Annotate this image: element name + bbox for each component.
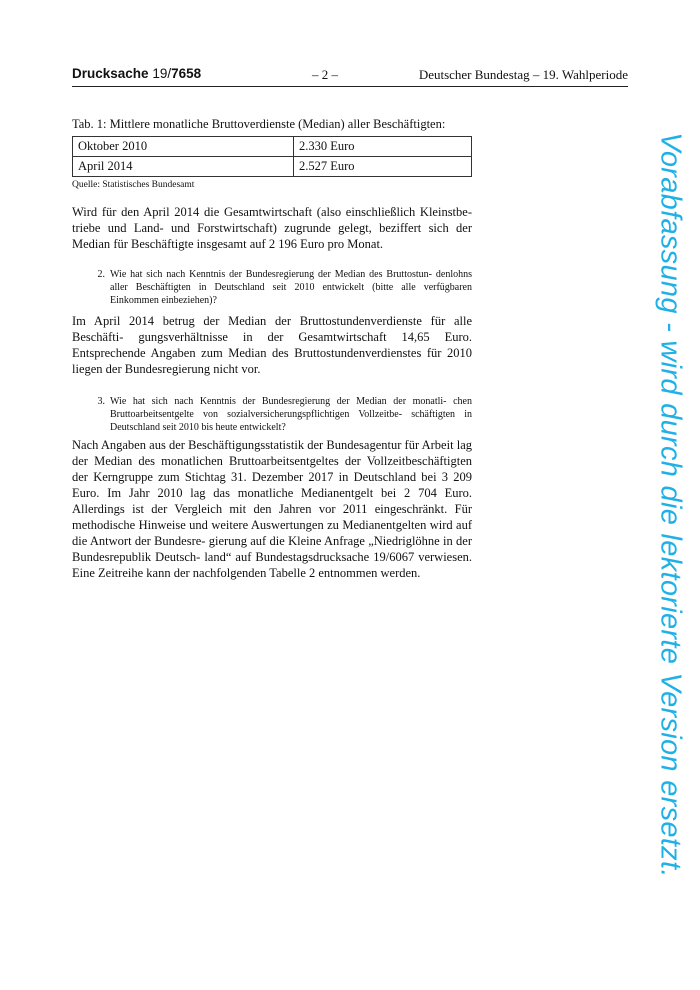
doc-number-prefix: 19/ bbox=[152, 66, 172, 81]
text-line: Im April 2014 betrug der Median der Bruttostundenverdienste für alle Beschäfti- bbox=[72, 314, 472, 344]
document-number bbox=[72, 66, 201, 81]
text-line: Wird für den April 2014 die Gesamtwirtschaft (also einschließlich Kleinstbe- bbox=[72, 205, 472, 219]
table-cell-period: April 2014 bbox=[73, 157, 294, 177]
table-cell-value: 2.330 Euro bbox=[294, 137, 472, 157]
page-header bbox=[72, 66, 628, 87]
table-row bbox=[73, 137, 472, 157]
text-line: nachfolgenden Tabelle 2 entnommen werden. bbox=[192, 566, 421, 580]
question-number: 2. bbox=[97, 269, 105, 280]
doc-label: Drucksache bbox=[72, 66, 149, 81]
paragraph-gesamtwirtschaft bbox=[72, 204, 472, 252]
text-line: der Median des monatlichen Bruttoarbeitsentgeltes der Vollzeitbeschäftigten der bbox=[72, 454, 472, 484]
table-cell-value: 2.527 Euro bbox=[294, 157, 472, 177]
text-line: gierung auf die Kleine Anfrage „Niedriglöhne in der Bundesrepublik Deutsch- bbox=[72, 534, 473, 564]
table-source: Quelle: Statistisches Bundesamt bbox=[72, 180, 195, 190]
text-line: triebe und Land- und Forstwirtschaft) zugrunde gelegt, beziffert sich der Median bbox=[72, 221, 472, 251]
earnings-table bbox=[72, 136, 472, 177]
text-line: Wie hat sich nach Kenntnis der Bundesregierung der Median des Bruttostun- bbox=[110, 269, 432, 280]
text-line: Wie hat sich nach Kenntnis der Bundesregierung der Median der monatli- bbox=[110, 396, 447, 407]
watermark-text: Vorabfassung - wird durch die lektorierte Version ersetzt. bbox=[654, 132, 687, 878]
draft-watermark bbox=[645, 110, 695, 900]
text-line: gungsverhältnisse in der Gesamtwirtschaft 14,65 Euro. Entsprechende Angaben bbox=[72, 330, 473, 360]
table-cell-period: Oktober 2010 bbox=[73, 137, 294, 157]
table-caption: Tab. 1: Mittlere monatliche Bruttoverdienste (Median) aller Beschäftigten: bbox=[72, 117, 446, 131]
page-number: – 2 – bbox=[312, 67, 338, 82]
text-line: schäftigten in Deutschland seit 2010 bis heute entwickelt? bbox=[110, 409, 472, 433]
question-number: 3. bbox=[97, 396, 105, 407]
text-line: Jahr 2010 lag das monatliche Medianentgelt bei 2 704 Euro. Allerdings ist der bbox=[72, 486, 473, 516]
text-line: für Beschäftigte insgesamt auf 2 196 Euro pro Monat. bbox=[113, 237, 384, 251]
text-line: weitere Auswertungen zu Medianentgelten wird auf die Antwort der Bundesre- bbox=[72, 518, 472, 548]
text-line: Vergleich mit den Jahren vor 2011 eingeschränkt. Für methodische Hinweise und bbox=[72, 502, 473, 532]
text-line: Nach Angaben aus der Beschäftigungsstatistik der Bundesagentur für Arbeit lag bbox=[72, 438, 472, 452]
text-line: nicht vor. bbox=[213, 362, 261, 376]
table-row bbox=[73, 157, 472, 177]
text-line: zum Median des Bruttostundenverdienstes für 2010 liegen der Bundesregierung bbox=[72, 346, 473, 376]
publisher: Deutscher Bundestag – 19. Wahlperiode bbox=[418, 67, 628, 82]
text-line: denlohns aller Beschäftigten in Deutschland seit 2010 entwickelt (bitte alle bbox=[110, 269, 473, 293]
question-3 bbox=[97, 395, 472, 434]
text-line: Kerngruppe zum Stichtag 31. Dezember 2017 in Deutschland bei 3 209 Euro. Im bbox=[72, 470, 472, 500]
text-line: verfügbaren Einkommen einbeziehen)? bbox=[110, 282, 472, 306]
doc-number: 7658 bbox=[171, 66, 202, 81]
answer-3 bbox=[72, 437, 472, 581]
answer-2 bbox=[72, 313, 472, 377]
text-line: land“ auf Bundestagsdrucksache 19/6067 verwiesen. Eine Zeitreihe kann der bbox=[72, 550, 473, 580]
text-line: chen Bruttoarbeitsentgelte von sozialversicherungspflichtigen Vollzeitbe- bbox=[110, 396, 472, 420]
question-2 bbox=[97, 268, 473, 307]
